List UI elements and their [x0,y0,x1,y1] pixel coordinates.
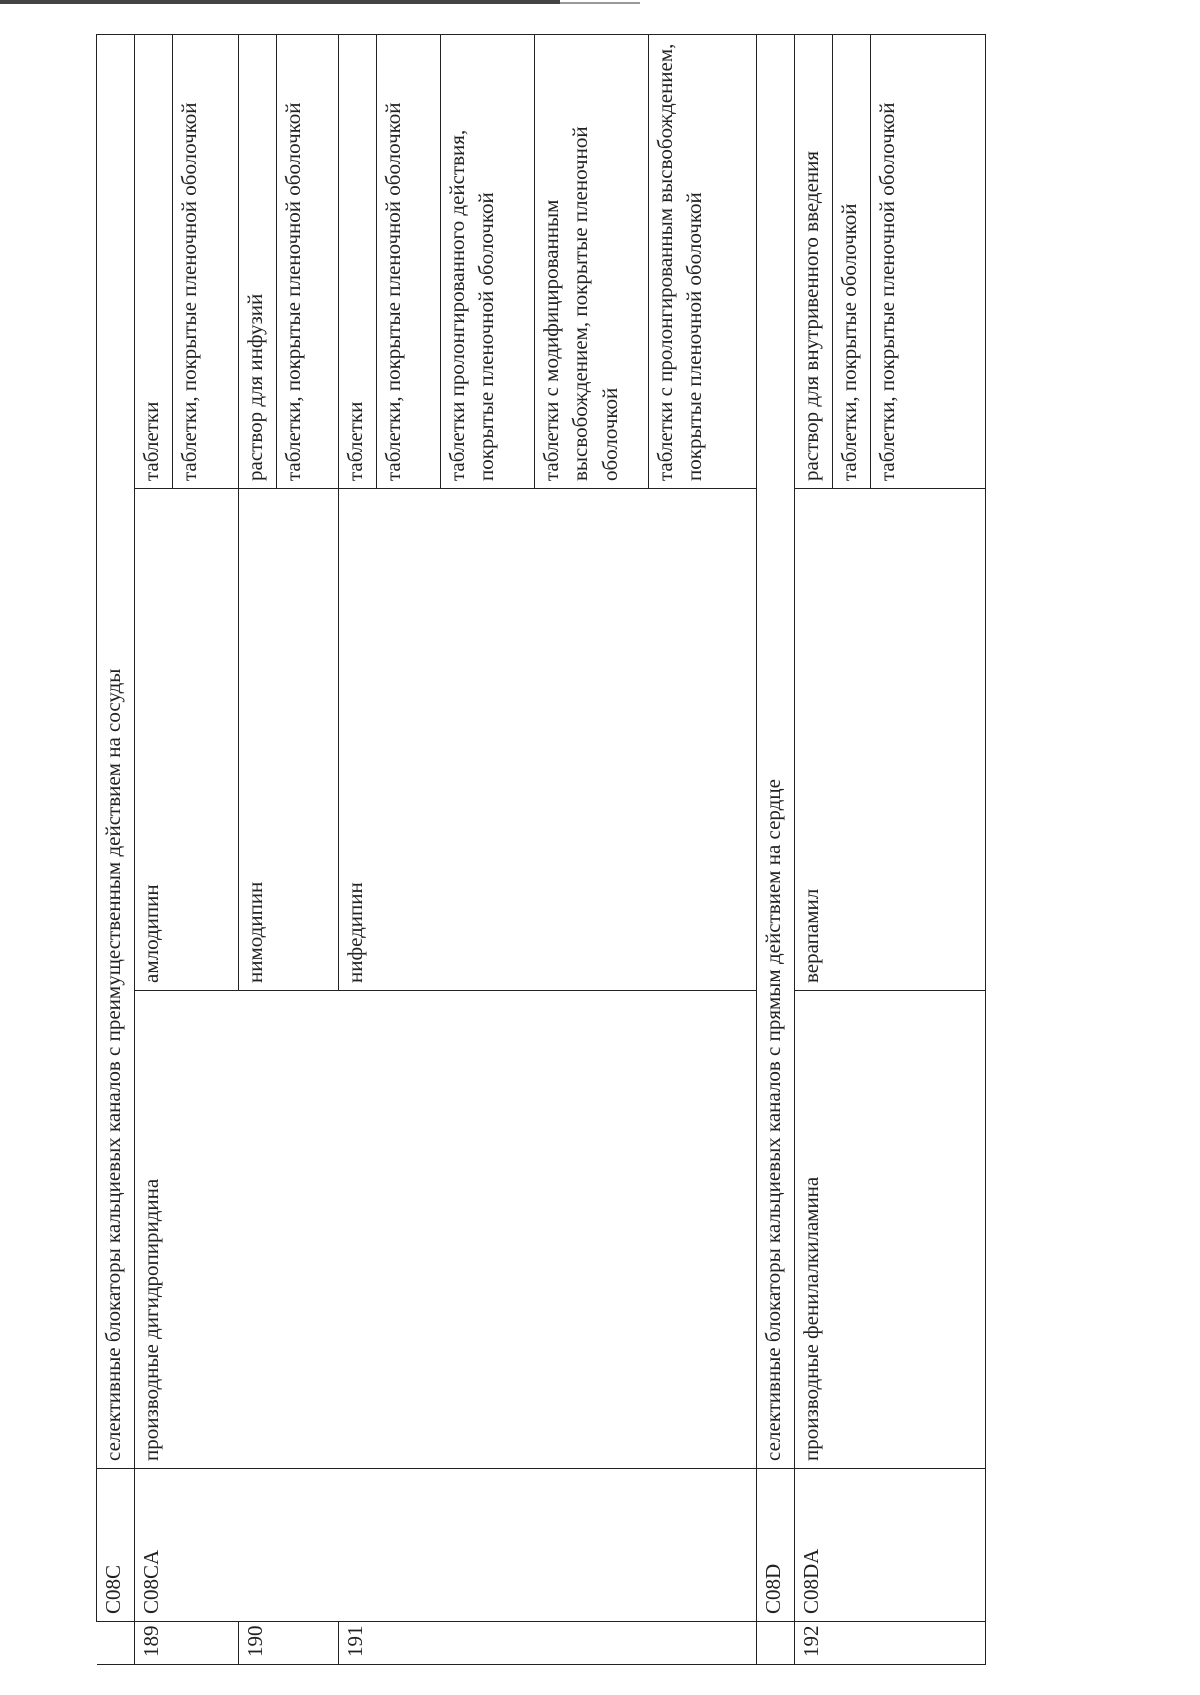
group-title: селективные блокаторы кальциевых каналов с прямым действием на сердце [757,34,795,1468]
dosage-form: таблетки пролонгированного действия, покрытые пленочной оболочкой [441,35,535,488]
dosage-form: таблетки с пролонгированным высвобождением, покрытые пленочной оболочкой [653,43,707,481]
chemical-group: производные фенилалкиламина [795,991,986,1469]
dosage-form: таблетки [339,35,377,488]
table-row [135,34,239,1664]
table-row [795,34,986,1664]
row-number: 190 [239,1622,339,1665]
atc-code: C08C [97,1469,135,1622]
rotated-page [96,35,986,1665]
atc-code: C08CA [135,1469,757,1622]
group-title: селективные блокаторы кальциевых каналов с преимущественным действием на сосуды [97,34,135,1468]
num-cell [757,1622,795,1665]
drug-name: нимодипин [239,489,339,991]
drug-name: нифедипин [339,489,757,991]
drug-name: амлодипин [135,489,239,991]
table-row [757,34,795,1664]
table-row [97,34,135,1664]
row-number: 192 [795,1622,986,1665]
atc-code: C08D [757,1469,795,1622]
drug-table [96,34,986,1665]
row-number: 189 [135,1622,239,1665]
forms-cell [339,34,757,488]
dosage-form: таблетки с модифицированным высвобождением, покрытые пленочной оболочкой [535,35,649,488]
dosage-form: таблетки, покрытые оболочкой [833,35,871,488]
dosage-form: таблетки, покрытые пленочной оболочкой [281,102,305,481]
scan-edge [560,2,640,4]
num-cell [97,1622,135,1665]
dosage-form: таблетки, покрытые пленочной оболочкой [875,102,899,481]
scan-edge [0,0,560,4]
forms-cell [795,34,986,488]
drug-name: верапамил [795,489,986,991]
chemical-group: производные дигидропиридина [135,991,757,1469]
dosage-form: раствор для инфузий [239,35,277,488]
dosage-form: раствор для внутривенного введения [795,35,833,488]
forms-cell [135,34,239,488]
dosage-form: таблетки, покрытые пленочной оболочкой [377,35,441,488]
atc-code: C08DA [795,1469,986,1622]
row-number: 191 [339,1622,757,1665]
forms-cell [239,34,339,488]
dosage-form: таблетки, покрытые пленочной оболочкой [177,102,201,481]
dosage-form: таблетки [135,35,173,488]
